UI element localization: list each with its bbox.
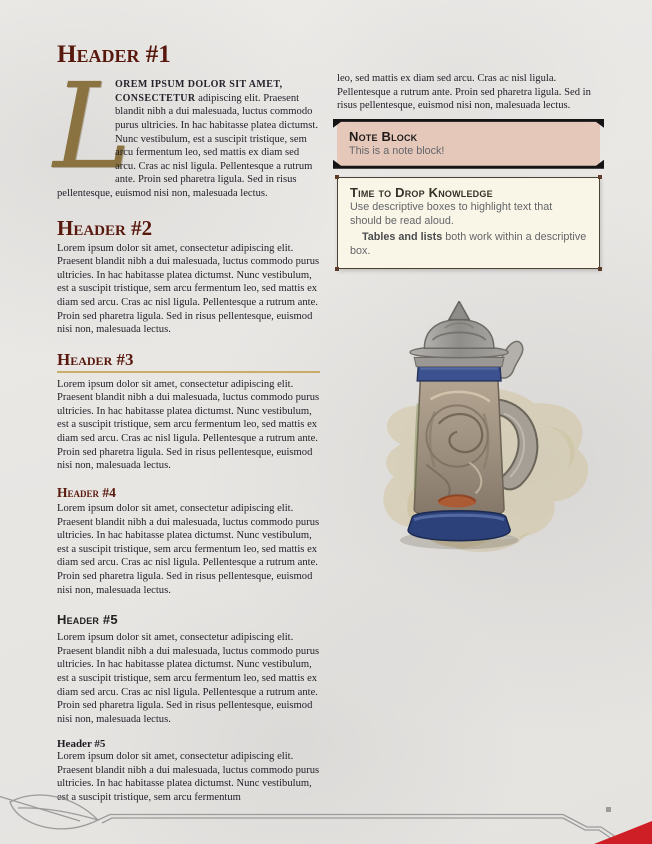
header-2-title: Header #2 [57, 215, 153, 240]
header-1-title: Header #1 [57, 41, 171, 68]
corner-dot-icon [598, 267, 602, 271]
footer-right-step-top [563, 815, 616, 838]
section-5-paragraph: Lorem ipsum dolor sit amet, consectetur adipiscing elit. Praesent blandit nibh a dui malesuada, luctus commodo purus ultricies. In hac habitasse platea dictumst. Nunc vestibulum, est a suscipit tristique, sem arcu fermentum leo, sed mattis ex diam sed arcu. Cras ac nisl ligula. Pellentesque a rutrum ante. Proin sed pharetra ligula. Sed in risus pellentesque, euismod nisi non, malesuada lectus. [57, 632, 320, 725]
footer-right-step-bottom [563, 818, 612, 839]
note-block-body: This is a note block! [349, 144, 445, 157]
descriptive-box [337, 177, 600, 269]
header-6-title: Header #5 [57, 738, 106, 751]
section-header-1 [53, 41, 320, 201]
footer-leaf-icon [10, 795, 98, 829]
intro-paragraph [53, 57, 320, 200]
drop-cap-letter: L [53, 57, 132, 196]
section-header-3 [57, 351, 320, 473]
continuation-paragraph: leo, sed mattis ex diam sed arcu. Cras ac nisl ligula. Pellentesque a rutrum ante. Proin sed pharetra ligula. Sed in risus pellentesque, euismod nisi non, malesuada lectus. [337, 73, 591, 112]
header-5-title: Header #5 [57, 612, 118, 628]
header-3-title: Header #3 [57, 351, 320, 373]
section-header-4 [57, 486, 320, 597]
footer-rule-top [98, 815, 563, 821]
section-header-2 [57, 217, 320, 337]
corner-dot-icon [335, 267, 339, 271]
section-2-paragraph: Lorem ipsum dolor sit amet, consectetur adipiscing elit. Praesent blandit nibh a dui malesuada, luctus commodo purus ultricies. In hac habitasse platea dictumst. Nunc vestibulum, est a suscipit tristique, sem arcu fermentum leo, sed mattis ex diam sed arcu. Cras ac nisl ligula. Pellentesque a rutrum ante. Proin sed pharetra ligula. Sed in risus pellentesque, euismod nisi non, malesuada lectus. [57, 242, 320, 336]
line-2-rest: both work within a descriptive box. [350, 230, 587, 257]
left-column [53, 41, 320, 805]
header-4-title: Header #4 [57, 484, 116, 500]
note-block [337, 122, 600, 166]
footer-square-dot [606, 807, 611, 812]
footer-ornament [0, 794, 652, 844]
beer-stein-svg [355, 301, 600, 567]
bold-lead-text: Tables and lists [362, 230, 443, 243]
section-4-paragraph: Lorem ipsum dolor sit amet, consectetur adipiscing elit. Praesent blandit nibh a dui malesuada, luctus commodo purus ultricies. In hac habitasse platea dictumst. Nunc vestibulum, est a suscipit tristique, sem arcu fermentum leo, sed mattis ex diam sed arcu. Cras ac nisl ligula. Pellentesque a rutrum ante. Proin sed pharetra ligula. Sed in risus pellentesque, euismod nisi non, malesuada lectus. [57, 502, 320, 596]
right-column [337, 42, 600, 805]
section-header-5 [57, 612, 320, 726]
section-3-paragraph: Lorem ipsum dolor sit amet, consectetur adipiscing elit. Praesent blandit nibh a dui malesuada, luctus commodo purus ultricies. In hac habitasse platea dictumst. Nunc vestibulum, est a suscipit tristique, sem arcu fermentum leo, sed mattis ex diam sed arcu. Cras ac nisl ligula. Pellentesque a rutrum ante. Proin sed pharetra ligula. Sed in risus pellentesque, euismod nisi non, malesuada lectus. [57, 378, 320, 472]
lid-finial [449, 301, 469, 319]
intro-paragraph-text: adipiscing elit. Praesent blandit nibh a dui malesuada, luctus commodo purus ultricies. In hac habitasse platea dictumst. Nunc vestibulum, est a suscipit tristique, sem arcu fermentum leo, sed mattis ex diam sed arcu. Cras ac nisl ligula. Pellentesque a rutrum ante. Proin sed pharetra ligula. Sed in risus pellentesque, euismod nisi non, malesuada lectus. [57, 92, 318, 199]
corner-dot-icon [598, 175, 602, 179]
lead-small-caps-text: OREM IPSUM DOLOR SIT AMET, CONSECTETUR [115, 79, 283, 104]
descriptive-box-paragraph: Use descriptive boxes to highlight text that should be read aloud. [350, 200, 553, 227]
two-column-layout [53, 41, 600, 805]
note-block-title: Note Block [349, 128, 418, 144]
corner-dot-icon [335, 175, 339, 179]
stein-illustration [355, 301, 600, 572]
descriptive-box-line-2 [350, 230, 587, 258]
footer-rule-bottom [102, 818, 563, 823]
descriptive-box-title: Time to Drop Knowledge [350, 184, 493, 200]
section-6-paragraph: Lorem ipsum dolor sit amet, consectetur adipiscing elit. Praesent blandit nibh a dui malesuada, luctus commodo purus ultricies. In hac habitasse platea dictumst. Nunc vestibulum, est a suscipit tristique, sem arcu fermentum [57, 751, 320, 804]
